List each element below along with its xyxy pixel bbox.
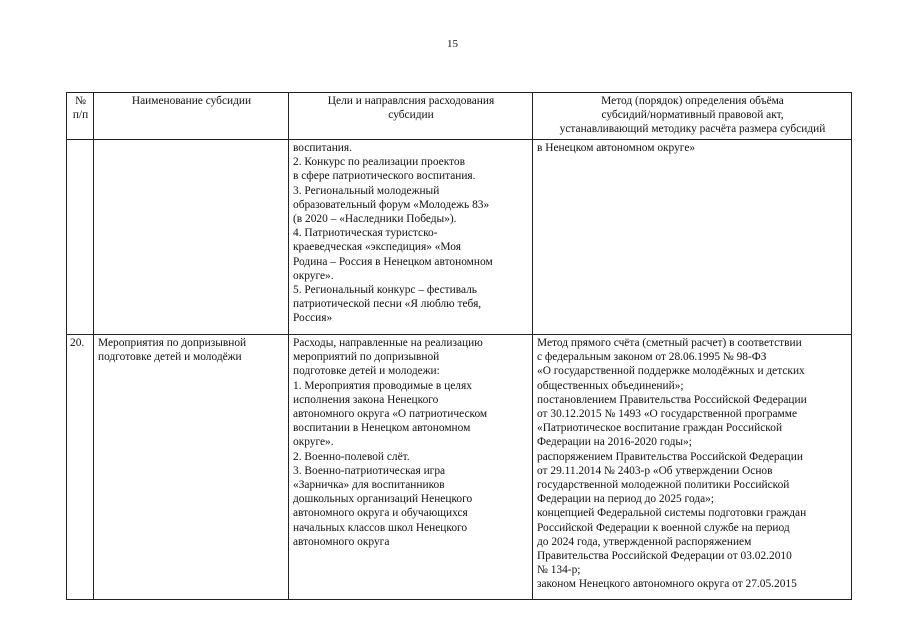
text-line: концепцией Федеральной системы подготовки граждан [537, 507, 807, 520]
text-line: от 30.12.2015 № 1493 «О государственной программе [537, 408, 797, 421]
text-line: 2. Конкурс по реализации проектов [293, 156, 465, 169]
text-line: Правительства Российской Федерации от 03.02.2010 [537, 550, 792, 563]
text-line: Метод (порядок) определения объёма [601, 95, 784, 107]
text-line: Мероприятия по допризывной [98, 337, 247, 349]
text-line: округе». [293, 436, 334, 449]
text-line: п/п [72, 109, 89, 122]
subsidy-table [66, 92, 852, 600]
text-line: Метод прямого счёта (сметный расчет) в соответствии [537, 337, 802, 349]
text-line: субсидий/нормативный правовой акт, [601, 109, 784, 122]
text-line: начальных классов школ Ненецкого [293, 521, 468, 534]
text-line: субсидии [388, 109, 434, 122]
text-line: 4. Патриотическая туристско- [293, 227, 438, 240]
text-line: патриотической песни «Я люблю тебя, [293, 298, 482, 311]
row-number [67, 140, 94, 335]
text-line: исполнения закона Ненецкого [293, 393, 439, 406]
text-line: 1. Мероприятия проводимые в целях [293, 379, 472, 392]
row-goals [289, 140, 533, 335]
text-line: (в 2020 – «Наследники Победы»). [293, 213, 457, 226]
text-line: автономного округа [293, 535, 390, 548]
page-number: 15 [447, 38, 458, 50]
text-line: Наименование субсидии [131, 95, 252, 107]
text-line: Федерации на период до 2025 года»; [537, 493, 715, 506]
header-subsidy-name [94, 93, 289, 140]
text-line: воспитании в Ненецком автономном [293, 422, 471, 435]
text-line: автономного округа «О патриотическом [293, 408, 488, 421]
table-header-row [67, 93, 852, 140]
text-line: № [75, 95, 86, 107]
text-line: Расходы, направленные на реализацию [293, 337, 483, 349]
text-line: «Патриотическое воспитание граждан Российской [537, 422, 783, 435]
text-line: Российской Федерации к военной службе на период [537, 521, 790, 534]
text-line: подготовке детей и молодёжи [98, 351, 242, 364]
text-line: мероприятий по допризывной [293, 351, 440, 364]
text-line: 5. Региональный конкурс – фестиваль [293, 284, 477, 297]
text-line: образовательный форум «Молодежь 83» [293, 198, 490, 211]
table-row [67, 140, 852, 335]
text-line: Родина – Россия в Ненецком автономном [293, 255, 493, 268]
text-line: постановлением Правительства Российской Федерации [537, 393, 807, 406]
text-line: общественных объединений»; [537, 379, 684, 392]
row-subsidy-name [94, 335, 289, 600]
row-method [533, 140, 852, 335]
header-number [67, 93, 94, 140]
text-line: Федерации на 2016-2020 годы»; [537, 436, 692, 449]
row-number: 20. [67, 335, 94, 600]
text-line: Цели и направлсния расходования [327, 95, 495, 107]
text-line: в сфере патриотического воспитания. [293, 170, 476, 183]
text-line: дошкольных организаций Ненецкого [293, 493, 473, 506]
text-line: законом Ненецкого автономного округа от 27.05.2015 [537, 578, 797, 591]
text-line: государственной молодежной политики Российской [537, 479, 790, 492]
table-row [67, 335, 852, 600]
text-line: округе». [293, 269, 334, 282]
row-goals [289, 335, 533, 600]
text-line: автономного округа и обучающихся [293, 507, 468, 520]
text-line: устанавливающий методику расчёта размера субсидий [559, 123, 826, 136]
text-line: воспитания. [293, 142, 352, 154]
row-subsidy-name [94, 140, 289, 335]
text-line: «Зарничка» для воспитанников [293, 479, 445, 492]
text-line: краеведческая «экспедиция» «Моя [293, 241, 461, 254]
text-line: от 29.11.2014 № 2403-р «Об утверждении Основ [537, 464, 773, 477]
text-line: в Ненецком автономном округе» [537, 142, 696, 154]
text-line: подготовке детей и молодежи: [293, 365, 440, 378]
text-line: с федеральным законом от 28.06.1995 № 98-ФЗ [537, 351, 767, 364]
text-line: до 2024 года, утвержденной распоряжением [537, 535, 752, 548]
text-line: 3. Региональный молодежный [293, 184, 440, 197]
text-line: № 134-р; [537, 564, 581, 577]
text-line: Россия» [293, 312, 333, 325]
text-line: распоряжением Правительства Российской Федерации [537, 450, 803, 463]
row-method [533, 335, 852, 600]
header-goals [289, 93, 533, 140]
text-line: 3. Военно-патриотическая игра [293, 464, 446, 477]
text-line: «О государственной поддержке молодёжных и детских [537, 365, 805, 378]
text-line: 2. Военно-полевой слёт. [293, 450, 410, 463]
header-method [533, 93, 852, 140]
